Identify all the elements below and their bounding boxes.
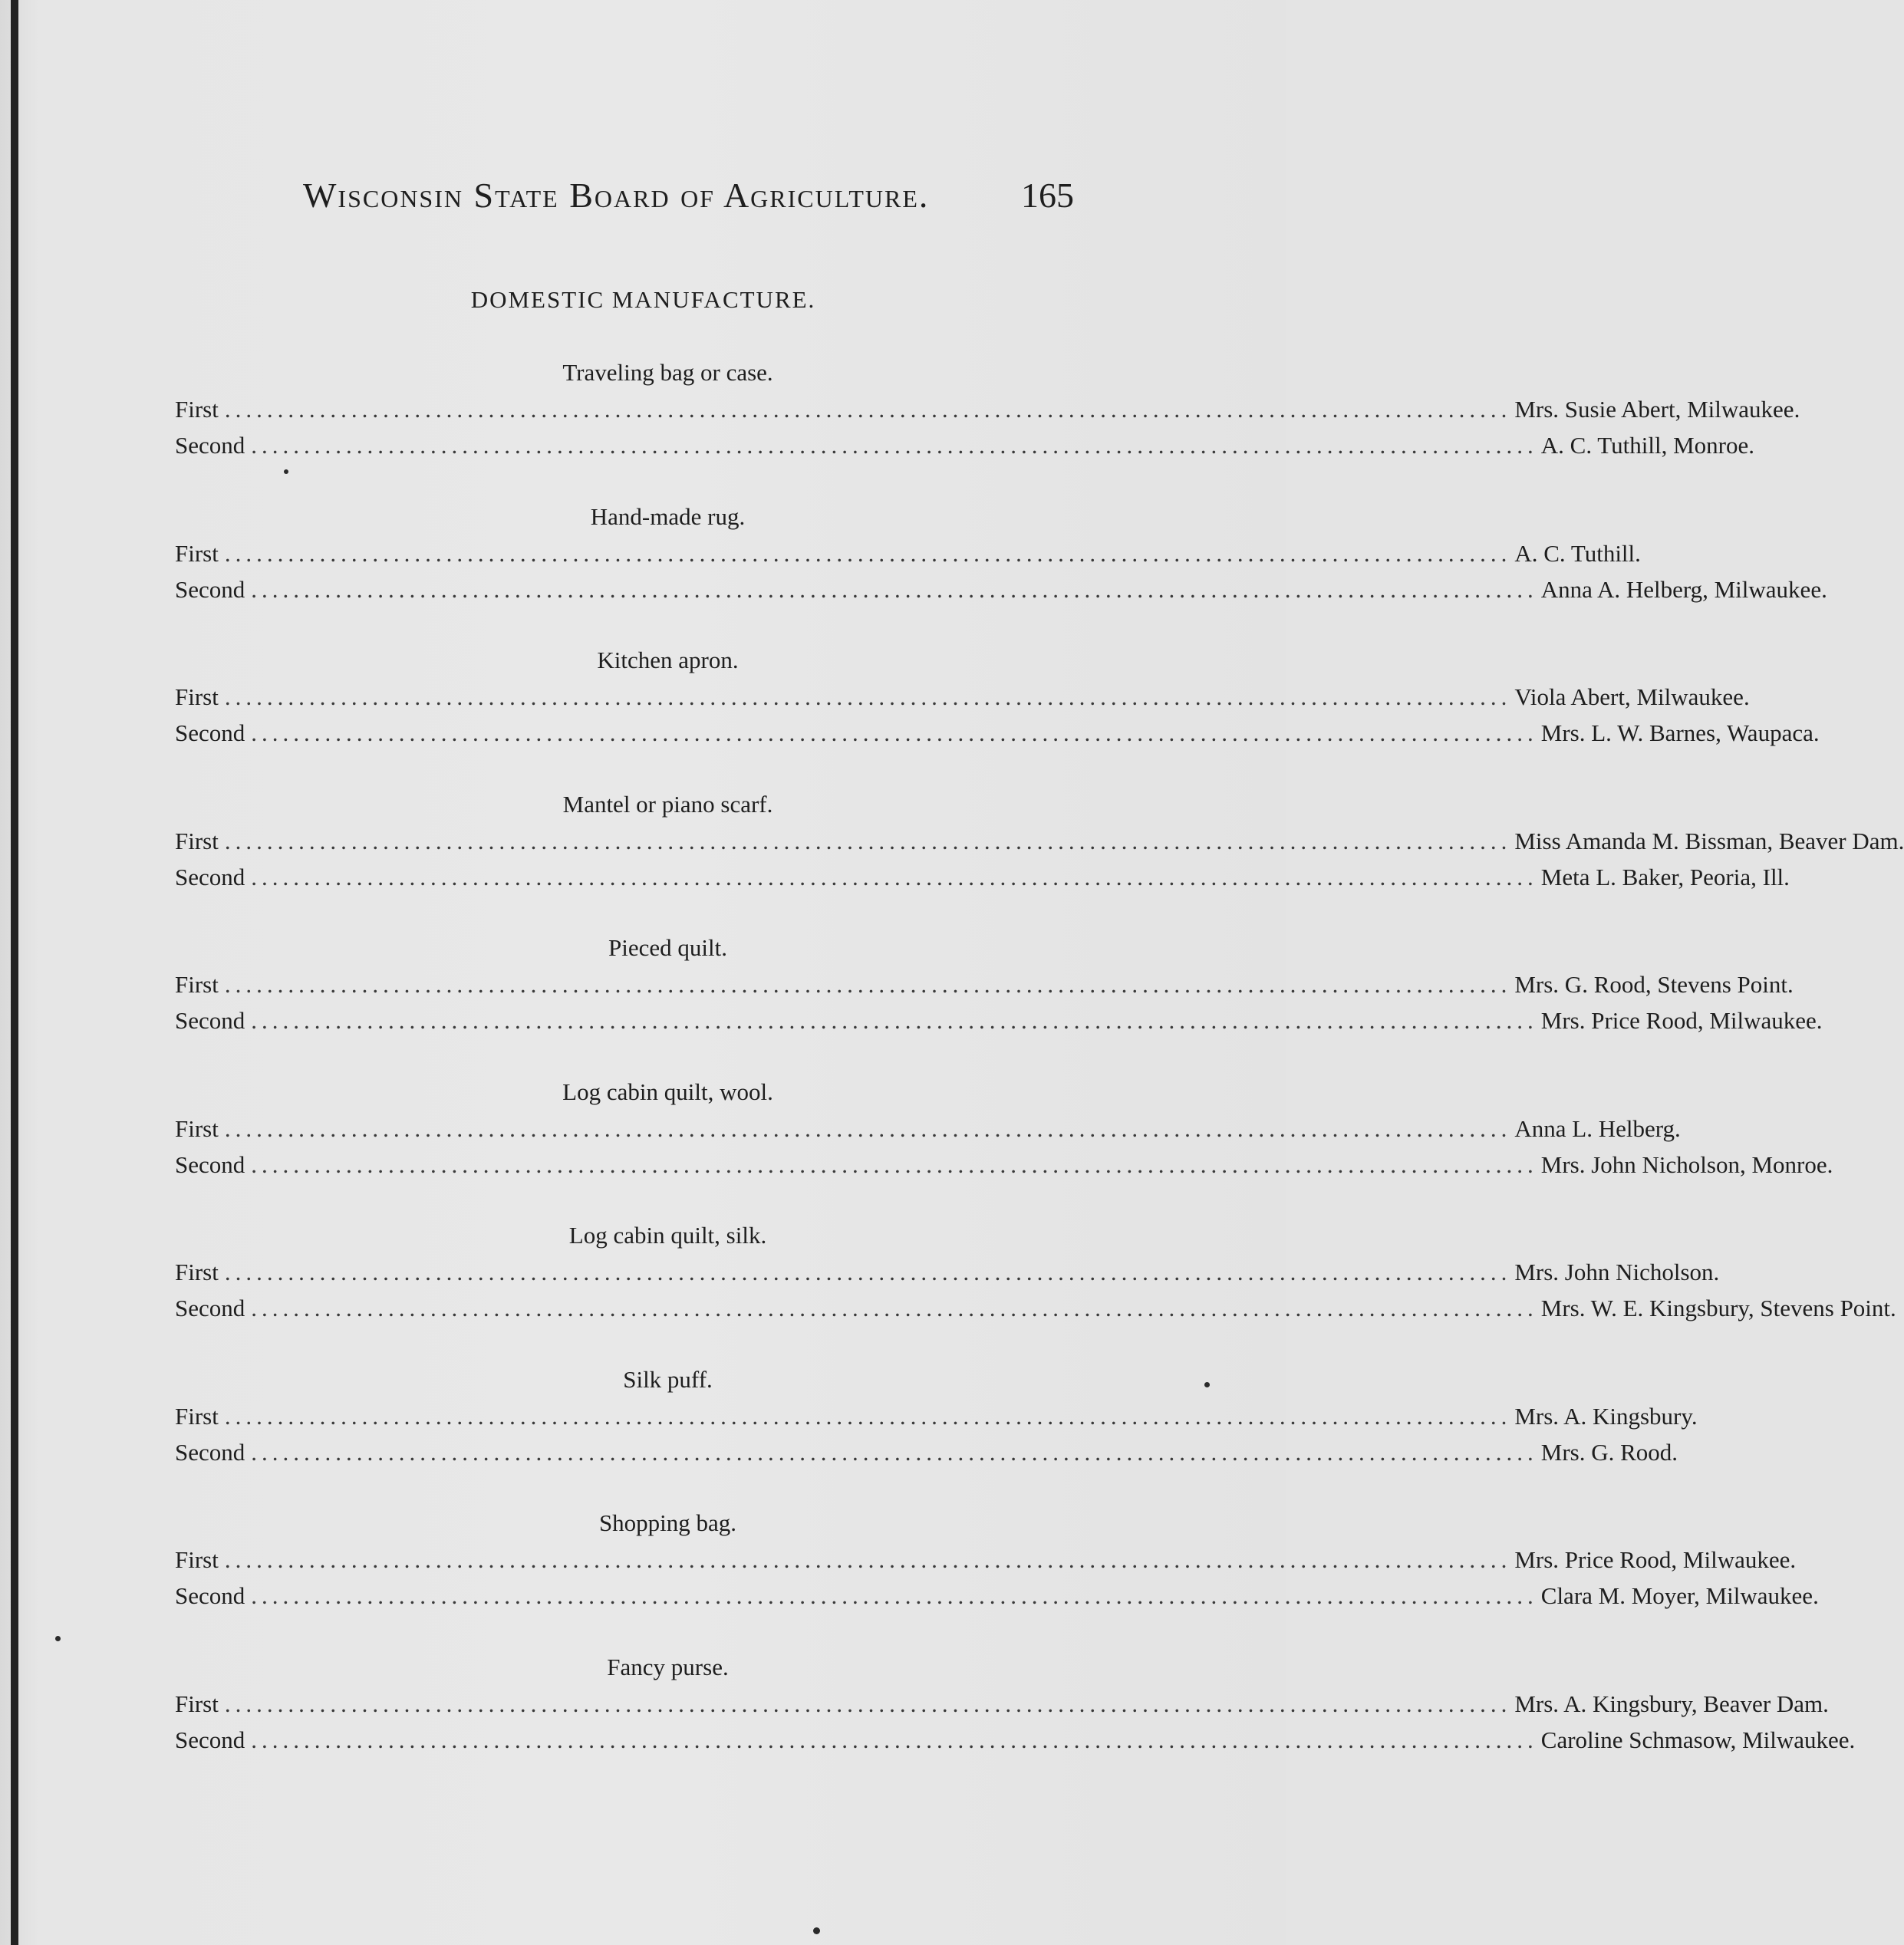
running-title: Wisconsin State Board of Agriculture. xyxy=(303,176,930,215)
award-entry xyxy=(175,1111,1681,1147)
award-entry xyxy=(175,1434,1678,1470)
dot-leader: .......................................................................................................................... xyxy=(224,683,1512,710)
dot-leader: .......................................................................................................................... xyxy=(251,1438,1538,1466)
award-entry xyxy=(175,535,1641,571)
placement-label: Second xyxy=(175,1582,245,1609)
category-title: Log cabin quilt, wool. xyxy=(562,1078,773,1105)
placement-label: Second xyxy=(175,1150,245,1178)
dot-leader: .......................................................................................................................... xyxy=(251,432,1538,459)
placement-label: Second xyxy=(175,863,245,890)
dot-leader: .......................................................................................................................... xyxy=(251,1582,1538,1609)
awards-list xyxy=(175,354,1904,1792)
section-title: DOMESTIC MANUFACTURE. xyxy=(470,286,816,313)
award-entry xyxy=(175,715,1820,751)
print-speck xyxy=(55,1636,61,1641)
placement-label: First xyxy=(175,1690,219,1717)
category-title: Log cabin quilt, silk. xyxy=(568,1222,767,1249)
award-category xyxy=(175,930,1823,1074)
dot-leader: .......................................................................................................................... xyxy=(251,1150,1538,1178)
category-title: Kitchen apron. xyxy=(597,647,739,673)
winner-name: Mrs. John Nicholson. xyxy=(1514,1259,1720,1285)
award-entry xyxy=(175,1002,1823,1038)
winner-name: Anna L. Helberg. xyxy=(1514,1114,1681,1142)
award-entry xyxy=(175,571,1827,607)
winner-name: Anna A. Helberg, Milwaukee. xyxy=(1540,575,1827,603)
dot-leader: .......................................................................................................................... xyxy=(224,1402,1512,1430)
award-entry xyxy=(175,391,1800,427)
winner-name: A. C. Tuthill, Monroe. xyxy=(1540,432,1754,459)
award-entry xyxy=(175,1542,1797,1578)
award-category xyxy=(175,1217,1896,1361)
placement-label: First xyxy=(175,827,219,854)
award-category xyxy=(175,1361,1698,1506)
award-entry xyxy=(175,1722,1856,1758)
placement-label: Second xyxy=(175,1438,245,1466)
placement-label: First xyxy=(175,971,219,998)
winner-name: Mrs. A. Kingsbury, Beaver Dam. xyxy=(1514,1690,1829,1717)
winner-name: Mrs. G. Rood. xyxy=(1540,1438,1678,1466)
dot-leader: .......................................................................................................................... xyxy=(251,1726,1538,1753)
winner-name: Caroline Schmasow, Milwaukee. xyxy=(1540,1726,1856,1753)
award-entry xyxy=(175,1290,1896,1326)
winner-name: Viola Abert, Milwaukee. xyxy=(1514,683,1750,710)
dot-leader: .......................................................................................................................... xyxy=(224,539,1512,567)
award-category xyxy=(175,786,1904,930)
award-entry xyxy=(175,859,1790,895)
award-entry xyxy=(175,679,1750,715)
print-speck xyxy=(813,1927,820,1934)
winner-name: Mrs. W. E. Kingsbury, Stevens Point. xyxy=(1540,1295,1896,1321)
placement-label: First xyxy=(175,396,219,423)
placement-label: First xyxy=(175,1259,219,1285)
award-category xyxy=(175,642,1820,786)
winner-name: Mrs. A. Kingsbury. xyxy=(1514,1402,1698,1430)
award-entry xyxy=(175,1147,1833,1183)
running-head xyxy=(303,175,1074,229)
dot-leader: .......................................................................................................................... xyxy=(251,1295,1538,1321)
dot-leader: .......................................................................................................................... xyxy=(224,1690,1512,1717)
dot-leader: .......................................................................................................................... xyxy=(224,971,1512,998)
winner-name: Mrs. John Nicholson, Monroe. xyxy=(1540,1150,1833,1178)
winner-name: Meta L. Baker, Peoria, Ill. xyxy=(1540,863,1790,890)
placement-label: Second xyxy=(175,1007,245,1034)
placement-label: First xyxy=(175,1114,219,1142)
print-speck xyxy=(284,469,288,474)
dot-leader: .......................................................................................................................... xyxy=(251,1007,1538,1034)
dot-leader: .......................................................................................................................... xyxy=(224,1546,1512,1573)
award-category xyxy=(175,1649,1856,1793)
print-speck xyxy=(1204,1382,1210,1387)
placement-label: Second xyxy=(175,1295,245,1321)
category-title: Traveling bag or case. xyxy=(562,359,773,386)
dot-leader: .......................................................................................................................... xyxy=(251,575,1538,603)
winner-name: Clara M. Moyer, Milwaukee. xyxy=(1540,1582,1819,1609)
winner-name: Mrs. Price Rood, Milwaukee. xyxy=(1514,1546,1797,1573)
award-category xyxy=(175,1074,1833,1218)
dot-leader: .......................................................................................................................... xyxy=(251,863,1538,890)
placement-label: First xyxy=(175,539,219,567)
award-entry xyxy=(175,1398,1698,1434)
winner-name: Mrs. Price Rood, Milwaukee. xyxy=(1540,1007,1823,1034)
category-title: Fancy purse. xyxy=(607,1653,729,1680)
placement-label: Second xyxy=(175,432,245,459)
award-category xyxy=(175,354,1800,499)
award-category xyxy=(175,1505,1819,1649)
winner-name: Mrs. L. W. Barnes, Waupaca. xyxy=(1540,719,1820,746)
winner-name: Mrs. Susie Abert, Milwaukee. xyxy=(1514,396,1800,423)
category-title: Mantel or piano scarf. xyxy=(562,790,773,818)
category-title: Shopping bag. xyxy=(598,1509,737,1536)
placement-label: Second xyxy=(175,575,245,603)
category-title: Hand-made rug. xyxy=(590,502,746,530)
winner-name: Miss Amanda M. Bissman, Beaver Dam. xyxy=(1514,827,1904,854)
placement-label: Second xyxy=(175,1726,245,1753)
category-title: Pieced quilt. xyxy=(608,934,727,961)
placement-label: First xyxy=(175,683,219,710)
winner-name: A. C. Tuthill. xyxy=(1514,539,1641,567)
award-entry xyxy=(175,823,1904,859)
winner-name: Mrs. G. Rood, Stevens Point. xyxy=(1514,971,1794,998)
dot-leader: .......................................................................................................................... xyxy=(224,1259,1512,1285)
award-entry xyxy=(175,1578,1819,1614)
dot-leader: .......................................................................................................................... xyxy=(251,719,1538,746)
placement-label: Second xyxy=(175,719,245,746)
placement-label: First xyxy=(175,1546,219,1573)
page-number: 165 xyxy=(1021,176,1074,215)
award-entry xyxy=(175,1686,1829,1722)
category-title: Silk puff. xyxy=(623,1365,713,1393)
dot-leader: .......................................................................................................................... xyxy=(224,827,1512,854)
award-entry xyxy=(175,1254,1720,1290)
placement-label: First xyxy=(175,1402,219,1430)
award-entry xyxy=(175,427,1754,463)
award-category xyxy=(175,499,1827,643)
award-entry xyxy=(175,966,1794,1002)
dot-leader: .......................................................................................................................... xyxy=(224,396,1512,423)
dot-leader: .......................................................................................................................... xyxy=(224,1114,1512,1142)
